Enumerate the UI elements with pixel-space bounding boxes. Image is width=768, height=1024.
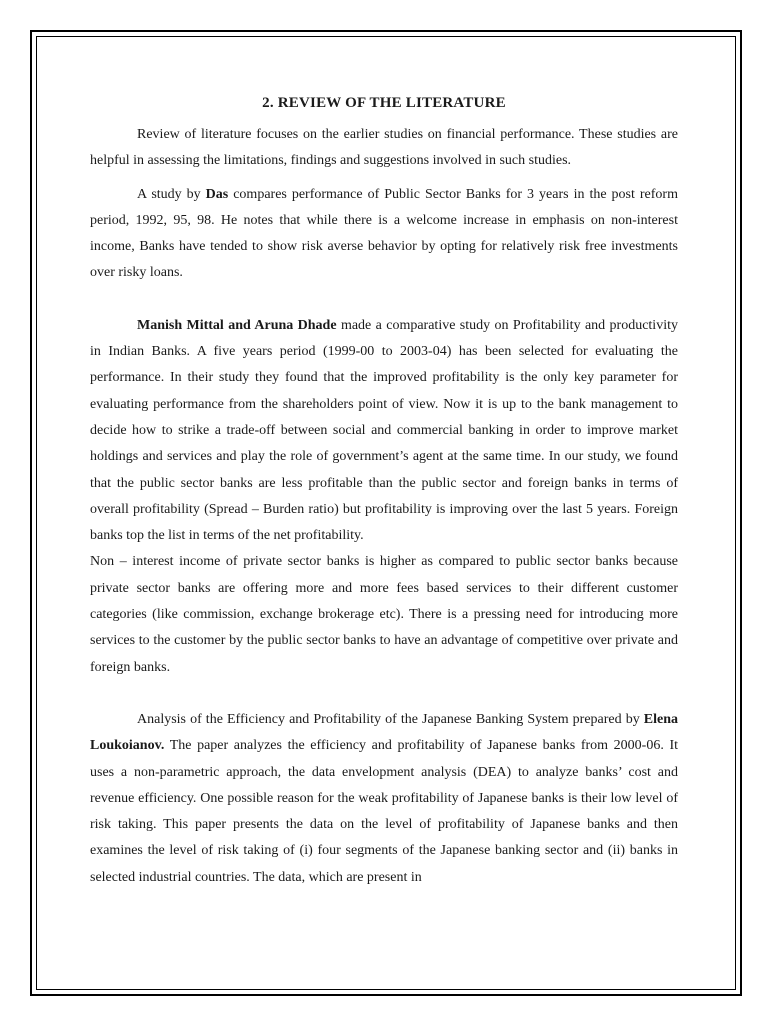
section-heading: 2. REVIEW OF THE LITERATURE [262, 95, 506, 111]
paragraph-mittal-dhade [90, 313, 678, 550]
paragraph-mittal-dhade-text: made a comparative study on Profitability and productivity in Indian Banks. A five years period (1999-00 to 2003-04) has been selected for evaluating the performance. In their study they found that the improved profitability is the only key parameter for evaluating performance from the shareholders point of view. Now it is up to the bank management to decide how to strike a trade-off between social and commercial banking in order to improve market holdings and services and play the role of government’s agent at the same time. In our study, we found that the public sector banks are less profitable than the public sector and foreign banks in terms of overall profitability (Spread – Burden ratio) but profitability is improving over the last 5 years. Foreign banks top the list in terms of the net profitability. [90, 317, 678, 544]
paragraph-loukoianov [90, 707, 678, 891]
paragraph-das-text: compares performance of Public Sector Banks for 3 years in the post reform period, 1992, 95, 98. He notes that while there is a welcome increase in emphasis on non-interest income, Banks have tended to show risk averse behavior by opting for relatively risk free investments over risky loans. [90, 186, 678, 281]
author-loukoianov: Elena Loukoianov. [90, 711, 678, 754]
paragraph-non-interest [90, 549, 678, 680]
paragraph-das [90, 182, 678, 287]
page-content [90, 92, 678, 891]
author-das: Das [205, 186, 229, 202]
paragraph-das-pre: A study by [137, 186, 206, 202]
paragraph-non-interest-text: Non – interest income of private sector banks is higher as compared to public sector banks because private sector banks are offering more and more fees based services to their different customer categories (like commission, exchange brokerage etc). There is a pressing need for introducing more services to the customer by the public sector banks to have an advantage of competitive over private and foreign banks. [90, 554, 678, 675]
author-mittal-dhade: Manish Mittal and Aruna Dhade [137, 317, 337, 333]
paragraph-loukoianov-text: The paper analyzes the efficiency and profitability of Japanese banks from 2000-06. It uses a non-parametric approach, the data envelopment analysis (DEA) to analyze banks’ cost and revenue efficiency. One possible reason for the weak profitability of Japanese banks is their low level of risk taking. This paper presents the data on the level of profitability of Japanese banks and then examines the level of risk taking of (i) four segments of the Japanese banking sector and (ii) banks in selected industrial countries. The data, which are present in [90, 738, 678, 885]
paragraph-intro [90, 122, 678, 175]
paragraph-loukoianov-pre: Analysis of the Efficiency and Profitability of the Japanese Banking System prepared by [137, 711, 644, 727]
paragraph-intro-text: Review of literature focuses on the earlier studies on financial performance. These studies are helpful in assessing the limitations, findings and suggestions involved in such studies. [90, 127, 678, 169]
